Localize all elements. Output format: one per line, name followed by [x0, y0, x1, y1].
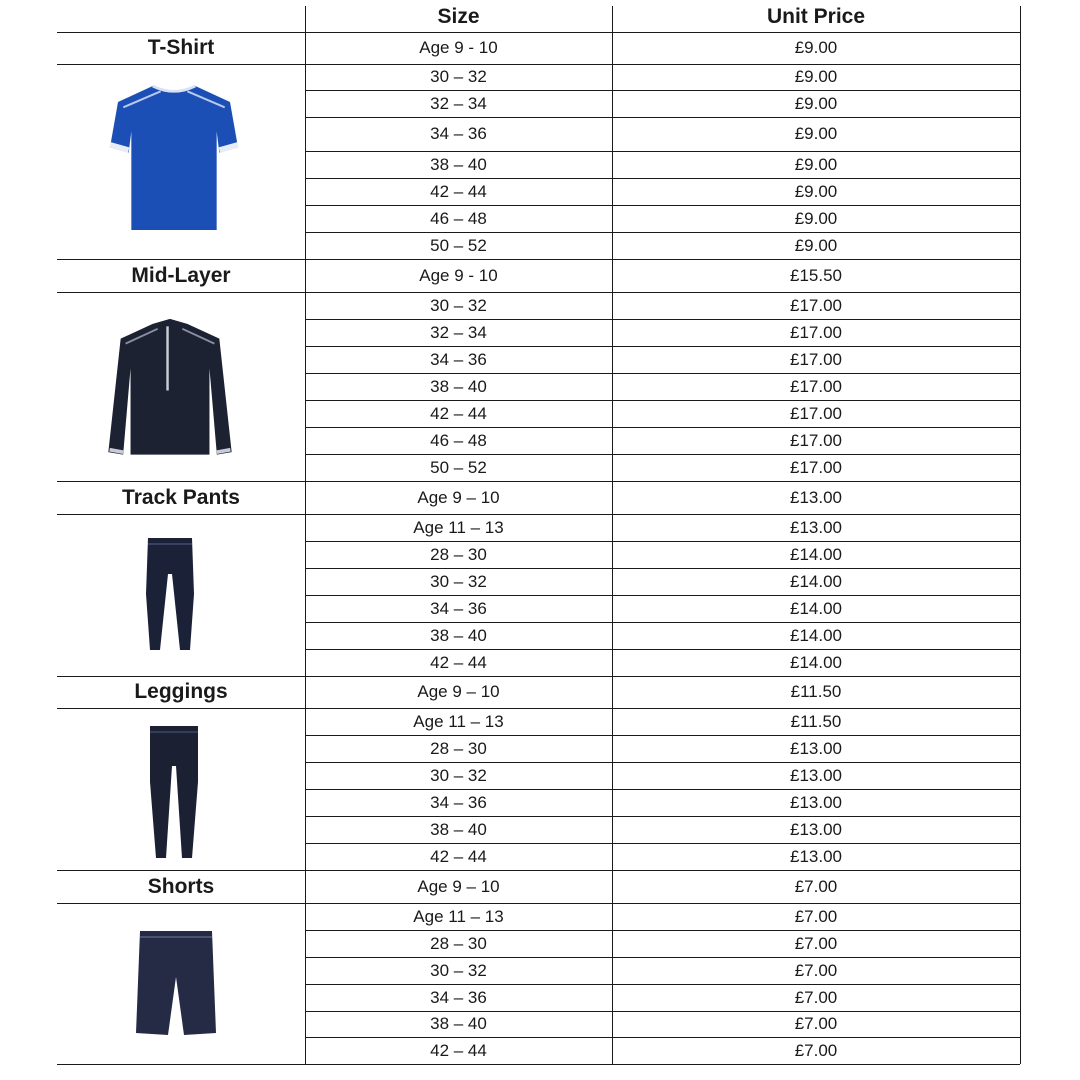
size-cell: 42 – 44 [430, 1041, 487, 1060]
price-cell: £11.50 [790, 712, 842, 731]
product-name: Leggings [134, 680, 228, 703]
size-cell: 34 – 36 [430, 599, 487, 618]
size-cell: 30 – 32 [430, 296, 487, 315]
size-cell: Age 11 – 13 [413, 712, 504, 731]
product-name: Mid-Layer [131, 264, 231, 287]
price-cell: £13.00 [790, 488, 842, 507]
size-cell: 50 – 52 [430, 236, 487, 255]
size-cell: 38 – 40 [430, 377, 487, 396]
price-cell: £7.00 [794, 961, 838, 980]
shorts-icon [134, 925, 218, 1041]
product-name: T-Shirt [147, 36, 215, 59]
price-cell: £13.00 [790, 766, 842, 785]
price-cell: £13.00 [790, 739, 842, 758]
price-cell: £11.50 [790, 682, 842, 701]
price-cell: £17.00 [790, 431, 842, 450]
size-cell: 30 – 32 [430, 961, 487, 980]
price-cell: £9.00 [794, 155, 838, 174]
track-pants-icon [140, 534, 200, 654]
price-cell: £7.00 [794, 877, 838, 896]
price-cell: £9.00 [794, 182, 838, 201]
size-cell: Age 9 – 10 [417, 877, 500, 896]
price-cell: £17.00 [790, 323, 842, 342]
price-cell: £14.00 [790, 626, 842, 645]
size-cell: 34 – 36 [430, 988, 487, 1007]
size-cell: 34 – 36 [430, 350, 487, 369]
price-cell: £13.00 [790, 820, 842, 839]
price-cell: £7.00 [794, 1041, 838, 1060]
size-cell: 42 – 44 [430, 653, 487, 672]
row-divider [305, 1064, 1020, 1065]
size-cell: 42 – 44 [430, 404, 487, 423]
leggings-icon [144, 722, 204, 862]
size-cell: 46 – 48 [430, 209, 487, 228]
row-divider [57, 64, 305, 65]
size-cell: 50 – 52 [430, 458, 487, 477]
size-cell: 38 – 40 [430, 820, 487, 839]
size-cell: Age 9 – 10 [417, 488, 500, 507]
price-cell: £14.00 [790, 545, 842, 564]
row-divider [57, 292, 305, 293]
size-cell: 28 – 30 [430, 934, 487, 953]
price-cell: £7.00 [794, 934, 838, 953]
price-cell: £17.00 [790, 458, 842, 477]
size-cell: 38 – 40 [430, 626, 487, 645]
price-cell: £13.00 [790, 793, 842, 812]
size-cell: 42 – 44 [430, 847, 487, 866]
size-cell: Age 9 – 10 [417, 682, 500, 701]
row-divider [57, 1064, 305, 1065]
size-cell: 38 – 40 [430, 155, 487, 174]
price-cell: £17.00 [790, 350, 842, 369]
price-cell: £17.00 [790, 377, 842, 396]
price-column-header: Unit Price [766, 5, 866, 28]
size-cell: 30 – 32 [430, 572, 487, 591]
row-divider [57, 903, 305, 904]
size-cell: Age 11 – 13 [413, 907, 504, 926]
size-cell: 32 – 34 [430, 323, 487, 342]
size-cell: 34 – 36 [430, 793, 487, 812]
size-cell: 28 – 30 [430, 739, 487, 758]
price-cell: £14.00 [790, 572, 842, 591]
price-cell: £17.00 [790, 404, 842, 423]
size-cell: 42 – 44 [430, 182, 487, 201]
size-cell: 30 – 32 [430, 67, 487, 86]
size-cell: Age 9 - 10 [419, 38, 498, 57]
size-cell: Age 9 - 10 [419, 266, 498, 285]
product-name: Track Pants [122, 486, 240, 509]
size-cell: 46 – 48 [430, 431, 487, 450]
price-cell: £14.00 [790, 599, 842, 618]
row-divider [57, 514, 305, 515]
price-cell: £14.00 [790, 653, 842, 672]
price-cell: £9.00 [794, 236, 838, 255]
price-cell: £9.00 [794, 94, 838, 113]
price-cell: £9.00 [794, 209, 838, 228]
price-cell: £17.00 [790, 296, 842, 315]
price-cell: £13.00 [790, 847, 842, 866]
row-divider [57, 708, 305, 709]
product-name: Shorts [147, 875, 215, 898]
price-cell: £7.00 [794, 988, 838, 1007]
price-cell: £13.00 [790, 518, 842, 537]
size-column-header: Size [437, 5, 480, 28]
size-cell: 28 – 30 [430, 545, 487, 564]
size-cell: 38 – 40 [430, 1014, 487, 1033]
price-cell: £9.00 [794, 124, 838, 143]
size-cell: 34 – 36 [430, 124, 487, 143]
price-cell: £9.00 [794, 38, 838, 57]
size-cell: Age 11 – 13 [413, 518, 504, 537]
mid-layer-top-icon [106, 314, 234, 462]
price-cell: £15.50 [790, 266, 842, 285]
tshirt-icon [106, 78, 242, 238]
column-divider [1020, 6, 1021, 1064]
price-cell: £7.00 [794, 1014, 838, 1033]
price-cell: £9.00 [794, 67, 838, 86]
price-cell: £7.00 [794, 907, 838, 926]
size-cell: 30 – 32 [430, 766, 487, 785]
size-cell: 32 – 34 [430, 94, 487, 113]
